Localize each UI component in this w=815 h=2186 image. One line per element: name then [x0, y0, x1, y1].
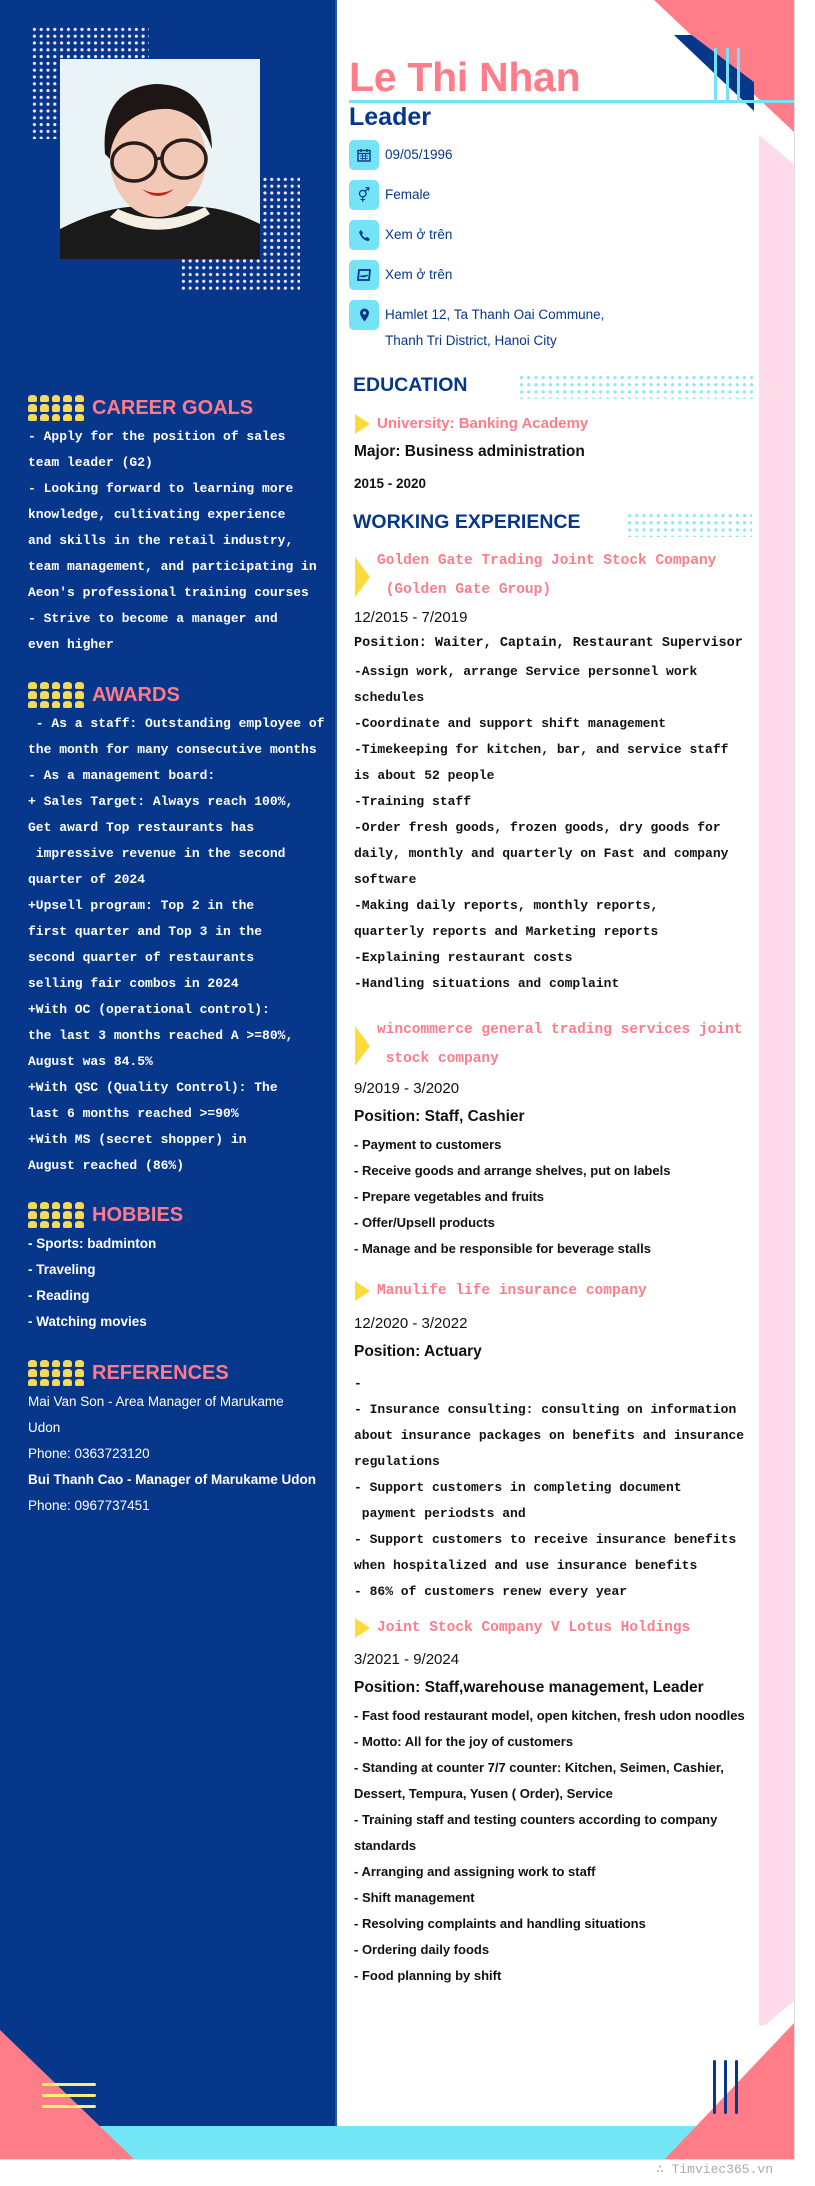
- decor-navy-line: [735, 2060, 738, 2114]
- hobby-item: - Watching movies: [28, 1314, 147, 1329]
- job-duty: when hospitalized and use insurance benefits: [354, 1558, 698, 1573]
- job-duty: - Insurance consulting: consulting on information: [354, 1402, 737, 1417]
- job-dates: 12/2015 - 7/2019: [354, 609, 468, 626]
- candidate-name: Le Thi Nhan: [349, 54, 581, 100]
- job-duty: -Assign work, arrange Service personnel work: [354, 664, 698, 679]
- job-1-company: [355, 547, 716, 605]
- reference-2-phone: Phone: 0967737451: [28, 1498, 150, 1513]
- job-duty: - Standing at counter 7/7 counter: Kitchen, Seimen, Cashier,: [354, 1760, 724, 1775]
- job-duty: - Support customers to receive insurance benefits: [354, 1532, 737, 1547]
- job-duty: software: [354, 872, 417, 887]
- job-dates: 12/2020 - 3/2022: [354, 1315, 468, 1332]
- address-line-1: Hamlet 12, Ta Thanh Oai Commune,: [385, 307, 605, 322]
- birthday-value: 09/05/1996: [385, 147, 453, 162]
- reference-1-name-cont: Udon: [28, 1420, 61, 1435]
- job-2-details: [354, 1078, 795, 1262]
- job-4-company: [355, 1614, 690, 1643]
- company-name-line: wincommerce general trading services joint: [377, 1022, 743, 1038]
- career-goal-line: - Looking forward to learning more: [28, 481, 294, 496]
- job-duty: Dessert, Tempura, Yusen ( Order), Service: [354, 1786, 613, 1801]
- job-duty: - Shift management: [354, 1890, 475, 1905]
- hobby-item: - Reading: [28, 1288, 90, 1303]
- job-dates: 9/2019 - 3/2020: [354, 1080, 460, 1097]
- triangle-bullet-icon: [355, 414, 370, 434]
- career-goal-line: knowledge, cultivating experience: [28, 507, 286, 522]
- education-years: 2015 - 2020: [354, 476, 427, 491]
- dot-pattern-experience: [626, 512, 752, 537]
- career-goal-line: - Strive to become a manager and: [28, 611, 278, 626]
- award-line: second quarter of restaurants: [28, 950, 255, 965]
- award-line: +Upsell program: Top 2 in the: [28, 898, 255, 913]
- address-value: [385, 302, 604, 354]
- speech-bubbles-icon: [28, 1202, 84, 1228]
- award-line: +With OC (operational control):: [28, 1002, 270, 1017]
- job-duty: -Timekeeping for kitchen, bar, and service staff: [354, 742, 729, 757]
- award-line: the last 3 months reached A >=80%,: [28, 1028, 294, 1043]
- job-duty: -Explaining restaurant costs: [354, 950, 573, 965]
- speech-bubbles-icon: [28, 682, 84, 708]
- calendar-icon: [349, 140, 379, 170]
- job-duty: - Support customers in completing document: [354, 1480, 682, 1495]
- job-duty: - Prepare vegetables and fruits: [354, 1189, 545, 1204]
- section-title: HOBBIES: [92, 1203, 184, 1226]
- experience-heading: WORKING EXPERIENCE: [353, 511, 581, 533]
- job-duty: - Fast food restaurant model, open kitchen, fresh udon noodles: [354, 1708, 745, 1723]
- map-pin-icon: [349, 300, 379, 330]
- decor-yellow-line: [42, 2083, 96, 2086]
- candidate-title: Leader: [349, 103, 431, 131]
- job-3-company: [355, 1277, 647, 1306]
- section-title: AWARDS: [92, 683, 180, 706]
- job-duty: daily, monthly and quarterly on Fast and company: [354, 846, 729, 861]
- education-heading: EDUCATION: [353, 374, 468, 396]
- job-duty: - Food planning by shift: [354, 1968, 502, 1983]
- hobbies-section: [28, 1200, 338, 1335]
- award-line: - As a staff: Outstanding employee of: [28, 716, 325, 731]
- speech-bubbles-icon: [28, 1360, 84, 1386]
- phone-icon: [349, 220, 379, 250]
- email-value: Xem ở trên: [385, 267, 453, 282]
- contact-phone: [349, 220, 769, 250]
- job-duty: - Training staff and testing counters according to company: [354, 1812, 718, 1827]
- contact-birthday: [349, 140, 769, 170]
- speech-bubbles-icon: [28, 395, 84, 421]
- company-name-line: Golden Gate Trading Joint Stock Company: [377, 553, 717, 569]
- envelope-icon: [349, 260, 379, 290]
- decor-cyan-line: [714, 48, 717, 100]
- job-duty: schedules: [354, 690, 425, 705]
- job-duty: regulations: [354, 1454, 440, 1469]
- section-title: CAREER GOALS: [92, 396, 254, 419]
- job-1-details: [354, 607, 795, 997]
- award-line: August reached (86%): [28, 1158, 185, 1173]
- award-line: - As a management board:: [28, 768, 216, 783]
- company-name-line: stock company: [377, 1051, 499, 1067]
- awards-section: [28, 680, 338, 1179]
- gender-icon: ⚥: [349, 180, 379, 210]
- company-name-line: (Golden Gate Group): [377, 582, 552, 598]
- job-duty: quarterly reports and Marketing reports: [354, 924, 659, 939]
- job-position: Position: Staff,warehouse management, Leader: [354, 1679, 704, 1696]
- job-duty: - Receive goods and arrange shelves, put on labels: [354, 1163, 671, 1178]
- decor-cyan-line: [726, 48, 729, 100]
- award-line: August was 84.5%: [28, 1054, 153, 1069]
- job-duty: -Coordinate and support shift management: [354, 716, 667, 731]
- contact-gender: [349, 180, 769, 210]
- company-name-line: Manulife life insurance company: [377, 1283, 647, 1299]
- job-duty: - Motto: All for the joy of customers: [354, 1734, 574, 1749]
- award-line: selling fair combos in 2024: [28, 976, 239, 991]
- portrait-illustration: [60, 59, 260, 259]
- job-duty: is about 52 people: [354, 768, 495, 783]
- job-duty: -Order fresh goods, frozen goods, dry goods for: [354, 820, 721, 835]
- job-duty: - Manage and be responsible for beverage stalls: [354, 1241, 651, 1256]
- job-duty: - Ordering daily foods: [354, 1942, 490, 1957]
- career-goal-line: even higher: [28, 637, 114, 652]
- education-details: [354, 441, 795, 495]
- decor-cyan-line: [737, 48, 740, 100]
- hobby-item: - Traveling: [28, 1262, 96, 1277]
- job-duty: -Handling situations and complaint: [354, 976, 620, 991]
- reference-1-name: Mai Van Son - Area Manager of Marukame: [28, 1394, 284, 1409]
- job-duty: - Arranging and assigning work to staff: [354, 1864, 596, 1879]
- triangle-bullet-icon: [355, 1026, 370, 1066]
- job-duty: standards: [354, 1838, 417, 1853]
- reference-2-name: Bui Thanh Cao - Manager of Marukame Udon: [28, 1472, 317, 1487]
- award-line: +With MS (secret shopper) in: [28, 1132, 247, 1147]
- watermark: ∴ Timviec365.vn: [655, 2162, 773, 2177]
- job-2-company: [355, 1016, 742, 1074]
- job-duty: - 86% of customers renew every year: [354, 1584, 628, 1599]
- decor-yellow-line: [42, 2105, 96, 2108]
- phone-value: Xem ở trên: [385, 227, 453, 242]
- hobby-item: - Sports: badminton: [28, 1236, 157, 1251]
- triangle-bullet-icon: [355, 557, 370, 597]
- job-duty: - Payment to customers: [354, 1137, 502, 1152]
- career-goal-line: - Apply for the position of sales: [28, 429, 286, 444]
- profile-photo: [60, 59, 260, 259]
- job-duty: -: [354, 1376, 362, 1391]
- decor-navy-line: [724, 2060, 727, 2114]
- job-duty: -Training staff: [354, 794, 472, 809]
- career-goal-line: Aeon's professional training courses: [28, 585, 309, 600]
- triangle-bullet-icon: [355, 1618, 370, 1638]
- job-dates: 3/2021 - 9/2024: [354, 1651, 460, 1668]
- references-section: [28, 1358, 338, 1519]
- award-line: + Sales Target: Always reach 100%,: [28, 794, 294, 809]
- education-major: Major: Business administration: [354, 443, 585, 460]
- job-4-details: [354, 1649, 795, 1989]
- career-goal-line: team leader (G2): [28, 455, 153, 470]
- career-goals-section: [28, 393, 338, 658]
- decor-navy-line: [713, 2060, 716, 2114]
- job-position: Position: Actuary: [354, 1343, 482, 1360]
- job-duty: - Resolving complaints and handling situations: [354, 1916, 646, 1931]
- job-duty: payment periodsts and: [354, 1506, 526, 1521]
- job-duty: - Offer/Upsell products: [354, 1215, 495, 1230]
- award-line: first quarter and Top 3 in the: [28, 924, 263, 939]
- job-3-details: [354, 1313, 795, 1605]
- job-position: Position: Staff, Cashier: [354, 1108, 525, 1125]
- career-goal-line: team management, and participating in: [28, 559, 317, 574]
- award-line: impressive revenue in the second: [28, 846, 286, 861]
- award-line: the month for many consecutive months: [28, 742, 317, 757]
- education-school: [355, 413, 588, 435]
- job-duty: -Making daily reports, monthly reports,: [354, 898, 659, 913]
- job-position: Position: Waiter, Captain, Restaurant Supervisor: [354, 636, 743, 651]
- gender-value: Female: [385, 187, 431, 202]
- award-line: last 6 months reached >=90%: [28, 1106, 239, 1121]
- contact-address: [349, 300, 769, 354]
- school-name: University: Banking Academy: [377, 415, 589, 432]
- award-line: quarter of 2024: [28, 872, 146, 887]
- section-title: REFERENCES: [92, 1361, 229, 1384]
- award-line: Get award Top restaurants has: [28, 820, 255, 835]
- job-duty: about insurance packages on benefits and insurance: [354, 1428, 745, 1443]
- company-name-line: Joint Stock Company V Lotus Holdings: [377, 1620, 691, 1636]
- award-line: +With QSC (Quality Control): The: [28, 1080, 278, 1095]
- triangle-bullet-icon: [355, 1281, 370, 1301]
- address-line-2: Thanh Tri District, Hanoi City: [385, 333, 557, 348]
- reference-1-phone: Phone: 0363723120: [28, 1446, 150, 1461]
- decor-yellow-line: [42, 2094, 96, 2097]
- dot-pattern-education: [518, 374, 756, 399]
- career-goal-line: and skills in the retail industry,: [28, 533, 294, 548]
- contact-email: [349, 260, 769, 290]
